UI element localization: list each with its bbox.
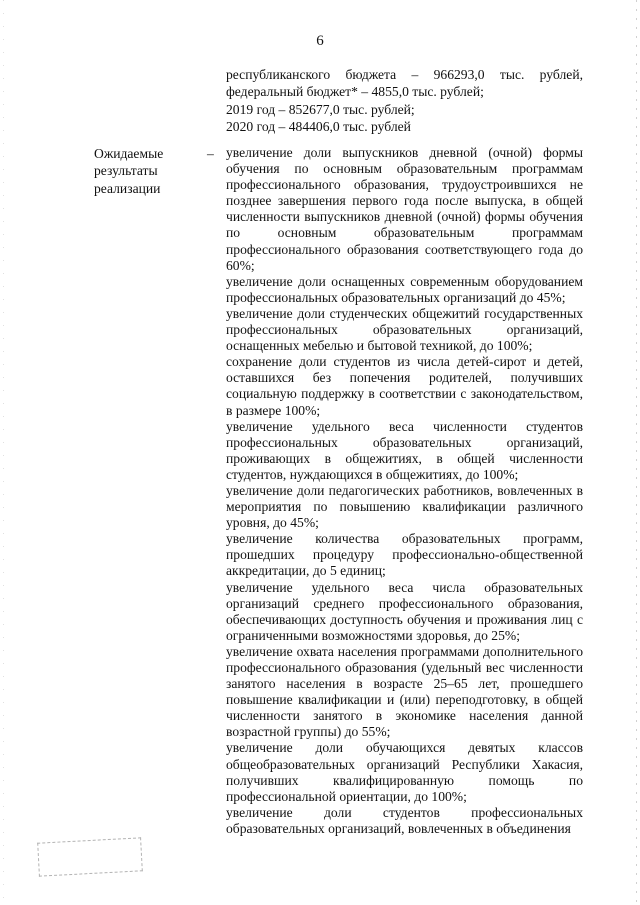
funding-continuation	[226, 66, 583, 135]
row-label-line: результаты	[94, 163, 158, 179]
result-item: сохранение доли студентов из числа детей-сирот и детей, оставшихся без попечения родителей, получивших социальную поддержку в соответствии с законодательством, в размере 100%;	[226, 354, 583, 418]
scan-edge-right	[636, 0, 637, 905]
result-item: увеличение доли оснащенных современным оборудованием профессиональных образовательных организаций до 45%;	[226, 273, 583, 305]
result-item: увеличение удельного веса числа образовательных организаций среднего профессионального образования, обеспечивающих доступность обучения и проживания лиц с ограниченными возможностями здоровья, до 25%;	[226, 579, 583, 643]
row-label-line: реализации	[94, 180, 161, 196]
result-item: увеличение доли выпускников дневной (очной) формы обучения по основным образовательным программам профессионального образования, трудоустроившихся не позднее завершения первого года после выпуска, в общей численности выпускников дневной (очной) формы обучения по основным образовательным программам профессионального образования соответствующего года до 60%;	[226, 145, 583, 273]
row-dash: –	[207, 146, 214, 161]
row-label-expected-results	[94, 145, 214, 197]
result-item: увеличение доли студентов профессиональных образовательных организаций, вовлеченных в объединения	[226, 804, 583, 836]
result-item: увеличение доли педагогических работников, вовлеченных в мероприятия по повышению квалификации различного уровня, до 45%;	[226, 482, 583, 531]
result-item: увеличение охвата населения программами дополнительного профессионального образования (удельный вес численности занятого населения в возрасте 25–65 лет, прошедшего повышение квалификации и (или) переподготовку, в общей численности занятого в экономике населения данной возрастной группы) до 55%;	[226, 643, 583, 740]
row-label-line: Ожидаемые	[94, 146, 164, 161]
funding-line: федеральный бюджет* – 4855,0 тыс. рублей;	[226, 84, 484, 100]
scan-edge-left	[3, 0, 4, 905]
result-item: увеличение удельного веса численности студентов профессиональных образовательных организаций, проживающих в общежитиях, в общей численности студентов, нуждающихся в общежитиях, до 100%;	[226, 418, 583, 482]
funding-line: 2019 год – 852677,0 тыс. рублей;	[226, 101, 415, 117]
funding-line: 2020 год – 484406,0 тыс. рублей	[226, 118, 411, 134]
faded-stamp	[37, 837, 143, 876]
result-item: увеличение количества образовательных программ, прошедших процедуру профессионально-общественной аккредитации, до 5 единиц;	[226, 531, 583, 579]
result-item: увеличение доли обучающихся девятых классов общеобразовательных организаций Республики Хакасия, получивших квалифицированную помощь по профессиональной ориентации, до 100%;	[226, 740, 583, 804]
result-item: увеличение доли студенческих общежитий государственных профессиональных образовательных организаций, оснащенных мебелью и бытовой техникой, до 100%;	[226, 305, 583, 354]
page-number: 6	[316, 33, 324, 49]
expected-results-list	[226, 145, 583, 837]
funding-line: республиканского бюджета – 966293,0 тыс. рублей,	[226, 67, 583, 82]
